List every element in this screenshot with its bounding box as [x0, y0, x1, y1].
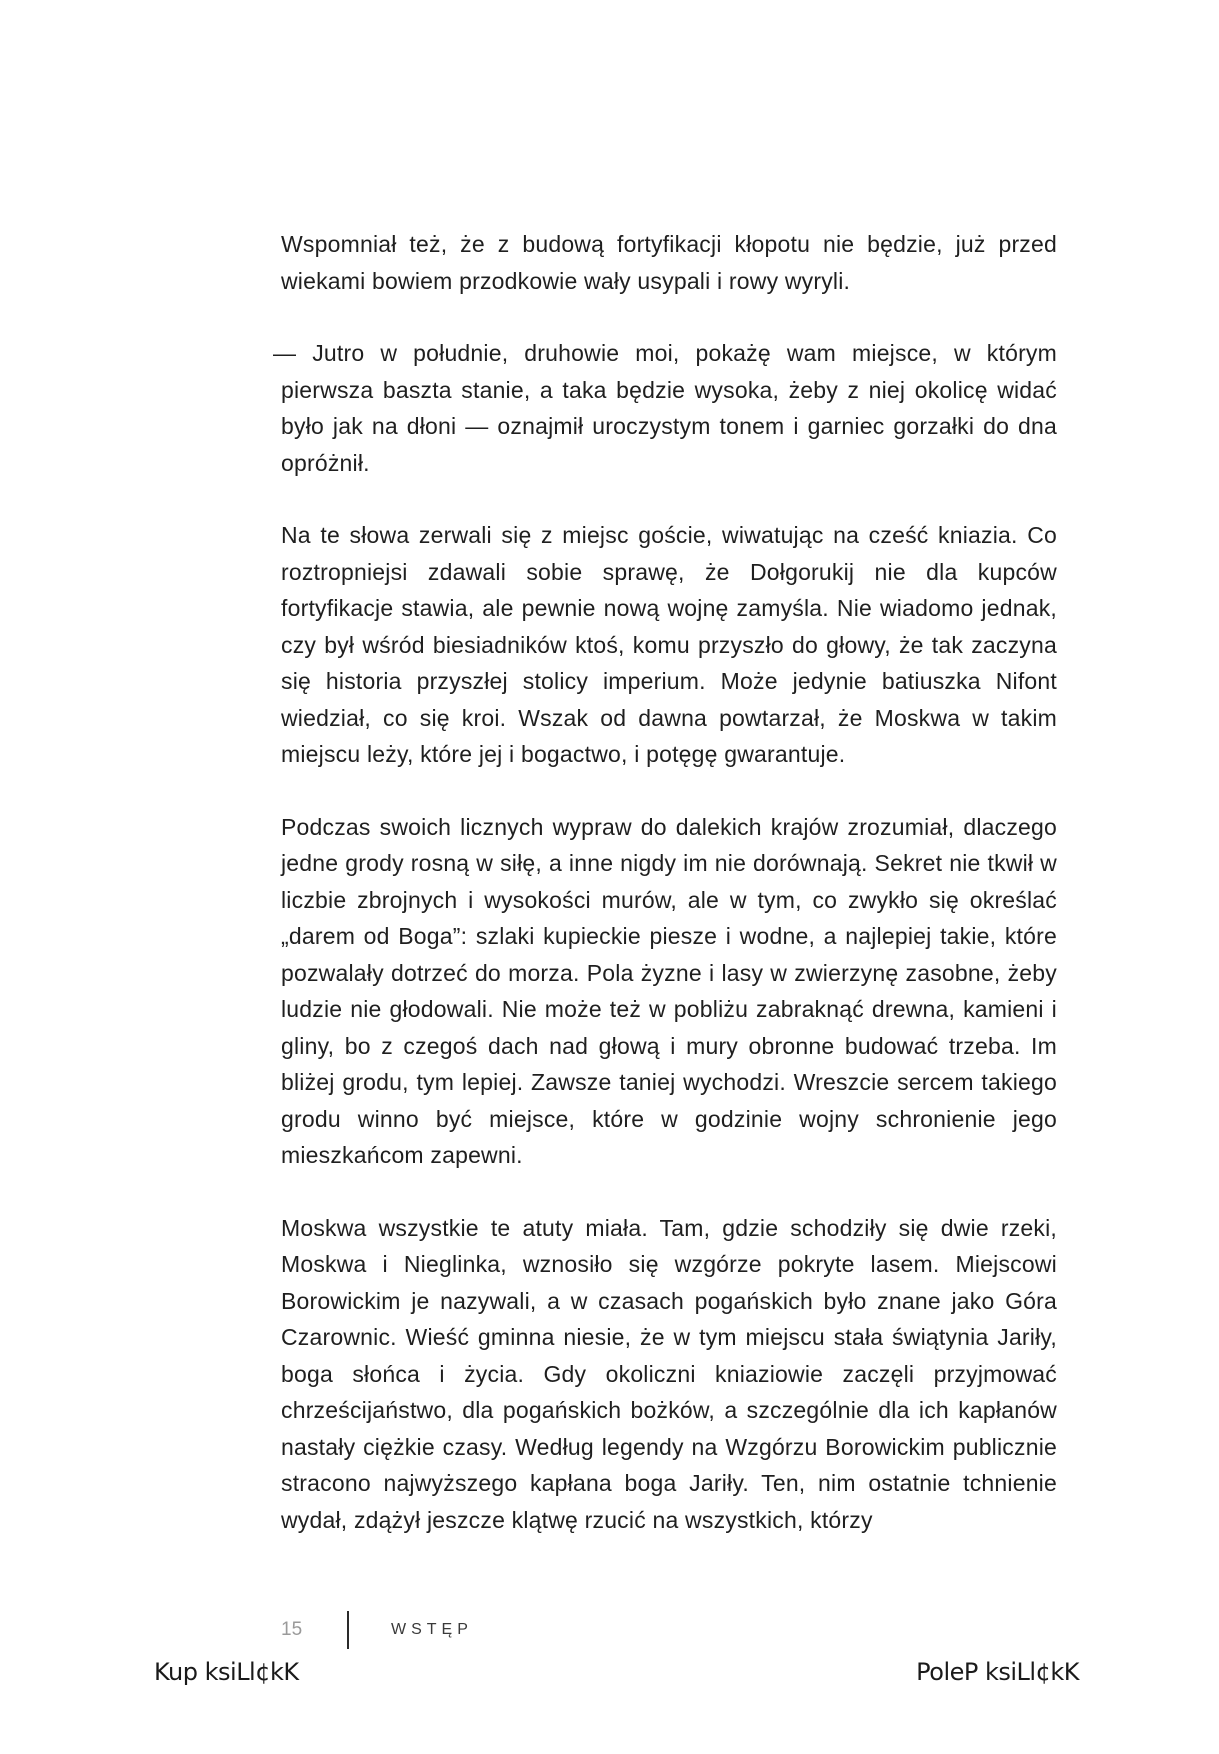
paragraph-2-dialogue: — Jutro w południe, druhowie moi, pokażę wam miejsce, w którym pierwsza baszta stanie, a taka będzie wysoka, żeby z niej okolicę widać było jak na dłoni — oznajmił uroczystym tonem i garniec gorzałki do dna opróżnił.	[273, 340, 1057, 476]
page-number: 15	[281, 1619, 303, 1640]
page-footer	[281, 1610, 473, 1650]
body-text	[273, 226, 1057, 1574]
paragraph-3: Na te słowa zerwali się z miejsc goście, wiwatując na cześć kniazia. Co roztropniejsi zdawali sobie sprawę, że Dołgorukij nie dla kupców fortyfikacje stawia, ale pewnie nową wojnę zamyśla. Nie wiadomo jednak, czy był wśród biesiadników ktoś, komu przyszło do głowy, że tak zaczyna się historia przyszłej stolicy imperium. Może jedynie batiuszka Nifont wiedział, co się kroi. Wszak od dawna powtarzał, że Moskwa w takim miejscu leży, które jej i bogactwo, i potęgę gwarantuje.	[281, 522, 1057, 767]
paragraph-1: Wspomniał też, że z budową fortyfikacji kłopotu nie będzie, już przed wiekami bowiem przodkowie wały usypali i rowy wyryli.	[281, 231, 1057, 294]
footer-divider	[347, 1611, 349, 1649]
paragraph-5: Moskwa wszystkie te atuty miała. Tam, gdzie schodziły się dwie rzeki, Moskwa i Nieglinka, wznosiło się wzgórze pokryte lasem. Miejscowi Borowickim je nazywali, a w czasach pogańskich było znane jako Góra Czarownic. Wieść gminna niesie, że w tym miejscu stała świątynia Jariły, boga słońca i życia. Gdy okoliczni kniaziowie zaczęli przyjmować chrześcijaństwo, dla pogańskich bożków, a szczególnie dla ich kapłanów nastały ciężkie czasy. Według legendy na Wzgórzu Borowickim publicznie stracono najwyższego kapłana boga Jariły. Ten, nim ostatnie tchnienie wydał, zdążył jeszcze klątwę rzucić na wszystkich, którzy	[281, 1214, 1057, 1533]
section-title: WSTĘP	[391, 1621, 473, 1638]
paragraph-4: Podczas swoich licznych wypraw do dalekich krajów zrozumiał, dlaczego jedne grody rosną w siłę, a inne nigdy im nie dorównają. Sekret nie tkwił w liczbie zbrojnych i wysokości murów, ale w tym, co zwykło się określać „darem od Boga”: szlaki kupieckie piesze i wodne, a najlepiej takie, które pozwalały dotrzeć do morza. Pola żyzne i lasy w zwierzynę zasobne, żeby ludzie nie głodowali. Nie może też w pobliżu zabraknąć drewna, kamieni i gliny, bo z czegoś dach nad głową i mury obronne budować trzeba. Im bliżej grodu, tym lepiej. Zawsze taniej wychodzi. Wreszcie sercem takiego grodu winno być miejsce, które w godzinie wojny schronienie jego mieszkańcom zapewni.	[281, 813, 1057, 1168]
recommend-book-link[interactable]: PoleP ksiLl¢kK	[916, 1658, 1079, 1686]
buy-book-link[interactable]: Kup ksiLl¢kK	[154, 1658, 299, 1686]
